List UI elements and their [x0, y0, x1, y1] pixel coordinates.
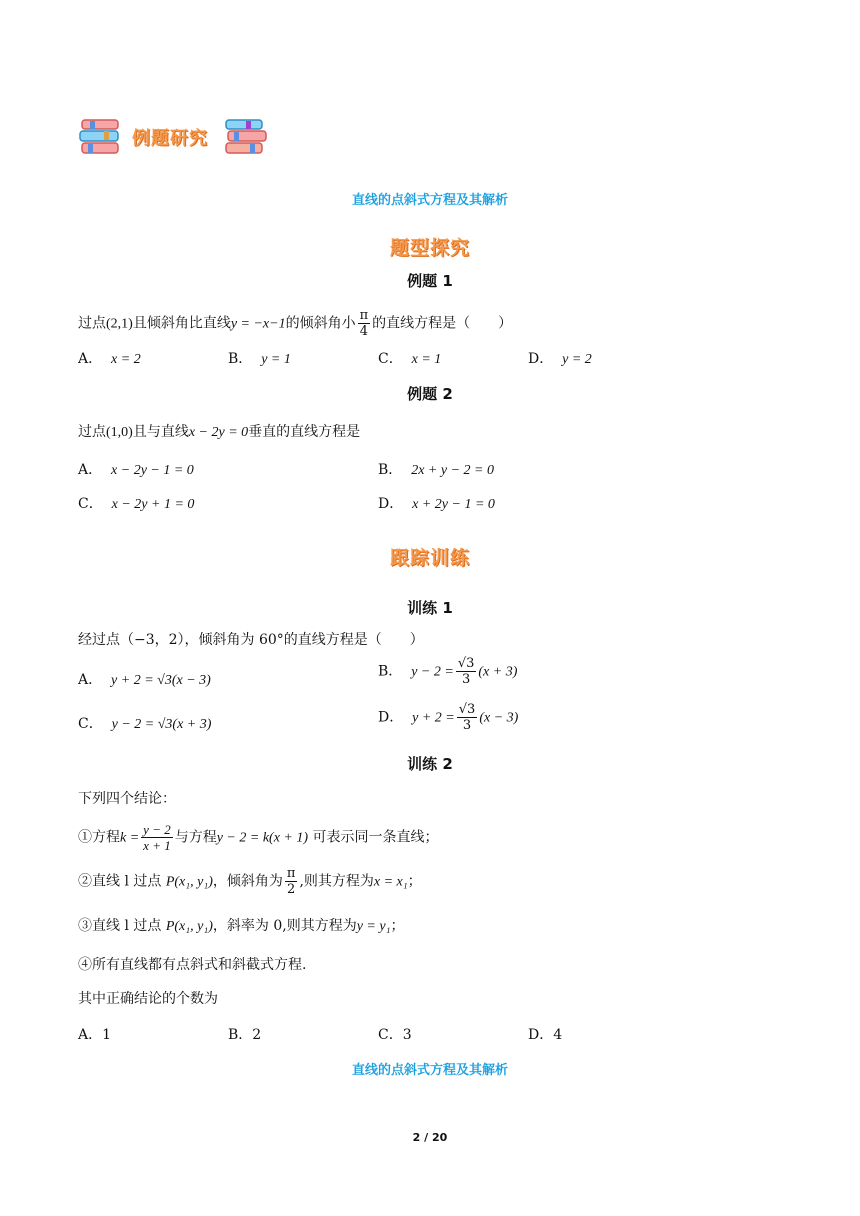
- q-text: 垂直的直线方程是: [248, 424, 361, 440]
- conclusion-1: [78, 822, 438, 853]
- option-text: 4: [553, 1027, 563, 1043]
- c-math: y − 2 = k(x + 1): [216, 830, 309, 846]
- option-text: 2: [252, 1027, 262, 1043]
- frac-den: 2: [287, 882, 296, 897]
- section-title-exploration: 题型探究: [389, 237, 470, 259]
- frac-num: π: [286, 866, 296, 881]
- q-line-eq: y = −x−1: [230, 316, 286, 332]
- option-a[interactable]: [78, 1025, 111, 1045]
- training-1-question: 经过点（−3，2），倾斜角为 60°的直线方程是（ ）: [78, 632, 424, 648]
- option-d[interactable]: [378, 702, 518, 733]
- option-text: x − 2y − 1 = 0: [111, 463, 194, 478]
- option-text: 2x + y − 2 = 0: [411, 463, 494, 478]
- option-text: (x + 3): [478, 664, 518, 680]
- option-label: D．: [378, 709, 404, 726]
- frac-num: √3: [457, 656, 475, 671]
- c-text: ,则其方程为: [299, 873, 374, 890]
- c-text: ①方程: [78, 829, 120, 846]
- frac-den: 3: [461, 672, 471, 687]
- doc-subtitle-top: 直线的点斜式方程及其解析: [351, 193, 508, 208]
- option-label: A．: [78, 1027, 103, 1043]
- training-2-ask: 其中正确结论的个数为: [78, 991, 218, 1007]
- option-label: A．: [78, 351, 103, 367]
- option-label: C．: [78, 716, 103, 732]
- fraction-y-minus-2-over-x-plus-1: [141, 822, 173, 853]
- option-label: C．: [378, 1027, 403, 1043]
- c-math: k =: [120, 830, 140, 846]
- option-label: A．: [78, 462, 103, 478]
- banner: [78, 118, 278, 158]
- books-right-icon: [224, 118, 268, 158]
- option-a[interactable]: [78, 460, 194, 481]
- q-point: (2,1): [106, 316, 133, 332]
- c-text: ；: [407, 873, 422, 890]
- fraction-sqrt3-over-3: [457, 702, 478, 733]
- example-1-title: 例题 1: [407, 272, 453, 290]
- frac-den: 4: [359, 324, 369, 339]
- fraction-pi-over-4: [358, 308, 371, 339]
- training-2-intro: 下列四个结论：: [78, 791, 176, 807]
- option-label: D．: [378, 496, 404, 512]
- fraction-sqrt3-over-3: [456, 656, 477, 687]
- option-label: D．: [528, 351, 554, 367]
- example-1-question: [78, 308, 512, 339]
- option-d[interactable]: [528, 1025, 562, 1045]
- c-text: 与方程: [174, 829, 217, 846]
- banner-title: 例题研究: [132, 128, 208, 149]
- option-label: C．: [78, 496, 103, 512]
- conclusion-4: ④所有直线都有点斜式和斜截式方程.: [78, 957, 307, 973]
- option-label: B．: [378, 462, 403, 478]
- q-point: (1,0): [106, 425, 133, 440]
- option-b[interactable]: [378, 460, 494, 481]
- option-label: D．: [528, 1027, 554, 1043]
- option-label: C．: [378, 351, 403, 367]
- option-a[interactable]: [78, 670, 211, 691]
- c-math: y = y₁: [356, 919, 391, 934]
- c-text: ②直线 l 过点: [78, 873, 162, 890]
- q-text: 的倾斜角小: [285, 315, 356, 332]
- fraction-pi-over-2: [285, 866, 298, 897]
- c-math: P(x₁, y₁): [165, 874, 213, 890]
- conclusion-3: [78, 916, 404, 937]
- option-c[interactable]: [78, 494, 194, 515]
- option-c[interactable]: [378, 349, 441, 370]
- option-b[interactable]: [378, 656, 517, 687]
- c-text: ③直线 l 过点: [78, 918, 162, 934]
- option-b[interactable]: [228, 1025, 261, 1045]
- option-text: y + 2 =: [412, 710, 455, 726]
- option-text: x = 1: [411, 352, 442, 367]
- c-text: ；: [390, 918, 405, 934]
- training-2-title: 训练 2: [407, 755, 453, 773]
- books-left-icon: [78, 118, 122, 158]
- page-number: 2 / 20: [412, 1131, 448, 1144]
- option-text: y − 2 =: [411, 664, 454, 680]
- option-label: B．: [378, 663, 403, 680]
- c-text: 可表示同一条直线；: [312, 829, 439, 846]
- q-text: 且倾斜角比直线: [132, 315, 231, 332]
- example-2-question: [78, 422, 360, 443]
- option-text: y − 2 = √3(x + 3): [111, 717, 212, 732]
- conclusion-2: [78, 866, 422, 897]
- training-1-title: 训练 1: [407, 599, 453, 617]
- frac-den: 3: [462, 718, 472, 733]
- option-c[interactable]: [378, 1025, 412, 1045]
- option-text: y = 2: [562, 352, 592, 367]
- option-d[interactable]: [378, 494, 495, 515]
- frac-num: π: [359, 308, 369, 323]
- c-text: ，斜率为 0,则其方程为: [212, 918, 357, 934]
- q-text: 且与直线: [132, 424, 189, 440]
- frac-den: x + 1: [143, 838, 171, 853]
- q-text: 过点: [78, 315, 106, 332]
- option-b[interactable]: [228, 349, 291, 370]
- q-text: 过点: [78, 424, 106, 440]
- q-text: 的直线方程是（ ）: [372, 315, 513, 332]
- c-math: x = x₁: [373, 874, 408, 890]
- option-d[interactable]: [528, 349, 592, 370]
- section-title-practice: 跟踪训练: [389, 547, 470, 569]
- option-text: 3: [402, 1027, 412, 1043]
- c-text: ，倾斜角为: [212, 873, 283, 890]
- q-line-eq: x − 2y = 0: [188, 425, 249, 440]
- option-label: B．: [228, 351, 253, 367]
- frac-num: √3: [458, 702, 476, 717]
- option-text: x + 2y − 1 = 0: [412, 497, 495, 512]
- option-label: A．: [78, 672, 103, 688]
- option-text: y + 2 = √3(x − 3): [111, 673, 211, 688]
- option-c[interactable]: [78, 714, 211, 735]
- option-text: x = 2: [111, 352, 141, 367]
- option-text: x − 2y + 1 = 0: [111, 497, 195, 512]
- option-text: 1: [102, 1027, 112, 1043]
- example-2-title: 例题 2: [407, 385, 453, 403]
- frac-num: y − 2: [143, 822, 171, 837]
- option-text: (x − 3): [479, 710, 519, 726]
- c-math: P(x₁, y₁): [165, 919, 213, 934]
- option-text: y = 1: [261, 352, 291, 367]
- option-a[interactable]: [78, 349, 141, 370]
- option-label: B．: [228, 1027, 253, 1043]
- doc-subtitle-bottom: 直线的点斜式方程及其解析: [351, 1063, 508, 1078]
